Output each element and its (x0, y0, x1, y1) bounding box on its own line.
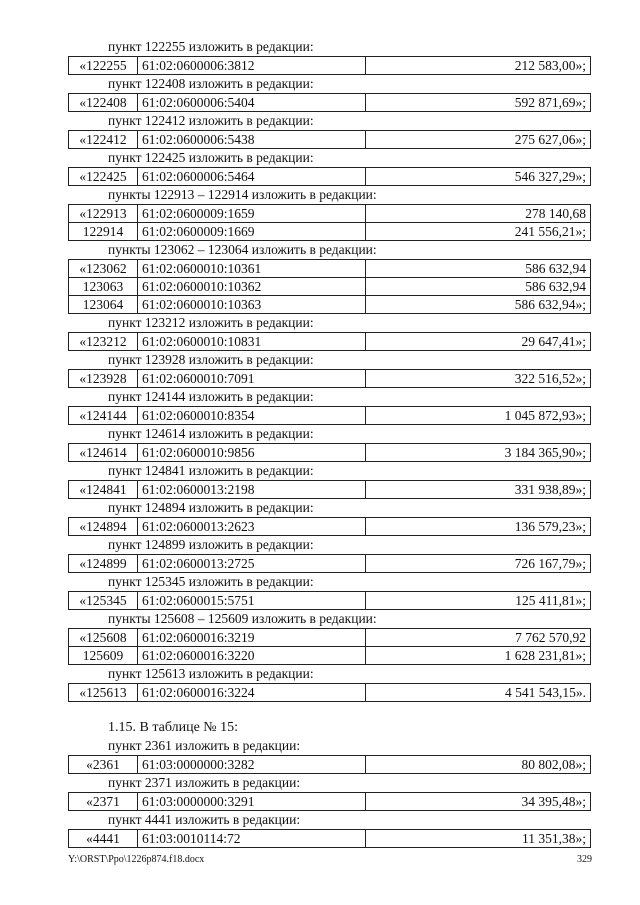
amendment-block (68, 573, 591, 610)
cadastral-number-cell: 61:02:0600006:5464 (138, 168, 366, 186)
cadastral-number-cell: 61:02:0600016:3224 (138, 684, 366, 702)
cadastral-number-cell: 61:02:0600006:3812 (138, 57, 366, 75)
table-row (69, 793, 591, 811)
cadastral-number-cell: 61:02:0600009:1659 (138, 205, 366, 223)
amendment-table (68, 554, 591, 573)
amendment-caption: пункт 124144 изложить в редакции: (108, 389, 314, 404)
amendment-table (68, 56, 591, 75)
table-row (69, 333, 591, 351)
amendment-block (68, 536, 591, 573)
cadastral-value-cell: 331 938,89»; (366, 481, 591, 499)
cadastral-value-cell: 546 327,29»; (366, 168, 591, 186)
cadastral-number-cell: 61:02:0600013:2725 (138, 555, 366, 573)
item-number-cell: «4441 (69, 830, 138, 848)
amendment-block (68, 499, 591, 536)
amendment-block (68, 351, 591, 388)
amendment-table (68, 517, 591, 536)
amendment-table (68, 480, 591, 499)
cadastral-value-cell: 322 516,52»; (366, 370, 591, 388)
item-number-cell: «124144 (69, 407, 138, 425)
item-number-cell: «123212 (69, 333, 138, 351)
footer-file-path: Y:\ORST\Ppo\1226p874.f18.docx (68, 854, 205, 865)
cadastral-value-cell: 278 140,68 (366, 205, 591, 223)
table-row (69, 647, 591, 665)
item-number-cell: «122913 (69, 205, 138, 223)
table-row (69, 555, 591, 573)
table-row (69, 205, 591, 223)
table-row (69, 57, 591, 75)
cadastral-value-cell: 136 579,23»; (366, 518, 591, 536)
amendment-block (68, 149, 591, 186)
table-15-amendments (68, 737, 591, 848)
amendment-table (68, 369, 591, 388)
cadastral-number-cell: 61:03:0010114:72 (138, 830, 366, 848)
table-row (69, 407, 591, 425)
amendment-block (68, 774, 591, 811)
cadastral-number-cell: 61:02:0600016:3219 (138, 629, 366, 647)
amendment-caption: пункт 125613 изложить в редакции: (108, 666, 314, 681)
item-number-cell: 122914 (69, 223, 138, 241)
cadastral-number-cell: 61:02:0600006:5438 (138, 131, 366, 149)
item-number-cell: 123064 (69, 296, 138, 314)
cadastral-value-cell: 241 556,21»; (366, 223, 591, 241)
cadastral-value-cell: 125 411,81»; (366, 592, 591, 610)
table-row (69, 756, 591, 774)
item-number-cell: «124899 (69, 555, 138, 573)
cadastral-number-cell: 61:03:0000000:3291 (138, 793, 366, 811)
item-number-cell: 125609 (69, 647, 138, 665)
cadastral-value-cell: 275 627,06»; (366, 131, 591, 149)
amendment-caption: пункт 124899 изложить в редакции: (108, 537, 314, 552)
item-number-cell: «124614 (69, 444, 138, 462)
cadastral-value-cell: 4 541 543,15». (366, 684, 591, 702)
amendment-caption: пункт 123212 изложить в редакции: (108, 315, 314, 330)
amendment-caption: пункт 4441 изложить в редакции: (108, 812, 301, 827)
table-row (69, 444, 591, 462)
amendment-block (68, 388, 591, 425)
amendment-table (68, 167, 591, 186)
item-number-cell: «123062 (69, 260, 138, 278)
amendment-table (68, 829, 591, 848)
item-number-cell: 123063 (69, 278, 138, 296)
cadastral-number-cell: 61:02:0600010:7091 (138, 370, 366, 388)
cadastral-value-cell: 7 762 570,92 (366, 629, 591, 647)
cadastral-number-cell: 61:02:0600010:10831 (138, 333, 366, 351)
amendment-caption: пункт 124841 изложить в редакции: (108, 463, 314, 478)
amendment-caption: пункт 122255 изложить в редакции: (108, 39, 314, 54)
amendment-caption: пункт 2361 изложить в редакции: (108, 738, 301, 753)
cadastral-value-cell: 586 632,94»; (366, 296, 591, 314)
cadastral-number-cell: 61:02:0600010:10361 (138, 260, 366, 278)
item-number-cell: «122255 (69, 57, 138, 75)
cadastral-number-cell: 61:02:0600009:1669 (138, 223, 366, 241)
item-number-cell: «2371 (69, 793, 138, 811)
footer-page-number: 329 (577, 854, 592, 865)
cadastral-number-cell: 61:02:0600010:8354 (138, 407, 366, 425)
cadastral-number-cell: 61:03:0000000:3282 (138, 756, 366, 774)
table-row (69, 629, 591, 647)
cadastral-value-cell: 29 647,41»; (366, 333, 591, 351)
item-number-cell: «122412 (69, 131, 138, 149)
section-title: 1.15. В таблице № 15: (108, 720, 239, 735)
table-row (69, 278, 591, 296)
amendment-caption: пункт 124614 изложить в редакции: (108, 426, 314, 441)
amendment-table (68, 591, 591, 610)
cadastral-number-cell: 61:02:0600010:10363 (138, 296, 366, 314)
amendment-caption: пункт 122425 изложить в редакции: (108, 150, 314, 165)
amendment-table (68, 130, 591, 149)
amendment-caption: пункт 124894 изложить в редакции: (108, 500, 314, 515)
amendment-block (68, 665, 591, 702)
cadastral-value-cell: 586 632,94 (366, 278, 591, 296)
table-row (69, 481, 591, 499)
amendment-block (68, 38, 591, 75)
amendment-caption: пункты 123062 – 123064 изложить в редакции: (108, 242, 377, 257)
amendment-caption: пункт 125345 изложить в редакции: (108, 574, 314, 589)
document-body (68, 38, 591, 848)
cadastral-number-cell: 61:02:0600015:5751 (138, 592, 366, 610)
table-row (69, 260, 591, 278)
amendment-caption: пункт 123928 изложить в редакции: (108, 352, 314, 367)
amendment-block (68, 610, 591, 665)
cadastral-number-cell: 61:02:0600013:2198 (138, 481, 366, 499)
table-row (69, 518, 591, 536)
amendment-table (68, 93, 591, 112)
amendment-caption: пункты 122913 – 122914 изложить в редакции: (108, 187, 377, 202)
amendment-table (68, 406, 591, 425)
cadastral-value-cell: 3 184 365,90»; (366, 444, 591, 462)
amendment-block (68, 314, 591, 351)
amendment-caption: пункты 125608 – 125609 изложить в редакции: (108, 611, 377, 626)
amendment-table (68, 443, 591, 462)
amendment-table (68, 683, 591, 702)
table-row (69, 94, 591, 112)
table-row (69, 168, 591, 186)
cadastral-value-cell: 212 583,00»; (366, 57, 591, 75)
table-row (69, 684, 591, 702)
table-row (69, 223, 591, 241)
amendment-caption: пункт 122408 изложить в редакции: (108, 76, 314, 91)
amendment-table (68, 755, 591, 774)
cadastral-number-cell: 61:02:0600006:5404 (138, 94, 366, 112)
item-number-cell: «122408 (69, 94, 138, 112)
amendment-block (68, 186, 591, 241)
amendment-caption: пункт 122412 изложить в редакции: (108, 113, 314, 128)
table-row (69, 592, 591, 610)
item-number-cell: «124841 (69, 481, 138, 499)
cadastral-value-cell: 11 351,38»; (366, 830, 591, 848)
item-number-cell: «125608 (69, 629, 138, 647)
table-row (69, 370, 591, 388)
cadastral-value-cell: 726 167,79»; (366, 555, 591, 573)
amendment-table (68, 259, 591, 314)
item-number-cell: «125613 (69, 684, 138, 702)
table-row (69, 830, 591, 848)
amendment-block (68, 737, 591, 774)
amendment-block (68, 811, 591, 848)
cadastral-number-cell: 61:02:0600013:2623 (138, 518, 366, 536)
item-number-cell: «2361 (69, 756, 138, 774)
amendment-table (68, 204, 591, 241)
item-number-cell: «122425 (69, 168, 138, 186)
cadastral-value-cell: 1 628 231,81»; (366, 647, 591, 665)
cadastral-number-cell: 61:02:0600010:10362 (138, 278, 366, 296)
cadastral-value-cell: 1 045 872,93»; (366, 407, 591, 425)
item-number-cell: «124894 (69, 518, 138, 536)
table-14-amendments (68, 38, 591, 702)
cadastral-value-cell: 586 632,94 (366, 260, 591, 278)
amendment-table (68, 332, 591, 351)
cadastral-value-cell: 34 395,48»; (366, 793, 591, 811)
cadastral-value-cell: 80 802,08»; (366, 756, 591, 774)
amendment-table (68, 628, 591, 665)
amendment-block (68, 462, 591, 499)
cadastral-number-cell: 61:02:0600016:3220 (138, 647, 366, 665)
amendment-caption: пункт 2371 изложить в редакции: (108, 775, 301, 790)
cadastral-number-cell: 61:02:0600010:9856 (138, 444, 366, 462)
amendment-table (68, 792, 591, 811)
amendment-block (68, 241, 591, 314)
table-row (69, 296, 591, 314)
amendment-block (68, 75, 591, 112)
amendment-block (68, 112, 591, 149)
item-number-cell: «123928 (69, 370, 138, 388)
cadastral-value-cell: 592 871,69»; (366, 94, 591, 112)
amendment-block (68, 425, 591, 462)
item-number-cell: «125345 (69, 592, 138, 610)
table-row (69, 131, 591, 149)
